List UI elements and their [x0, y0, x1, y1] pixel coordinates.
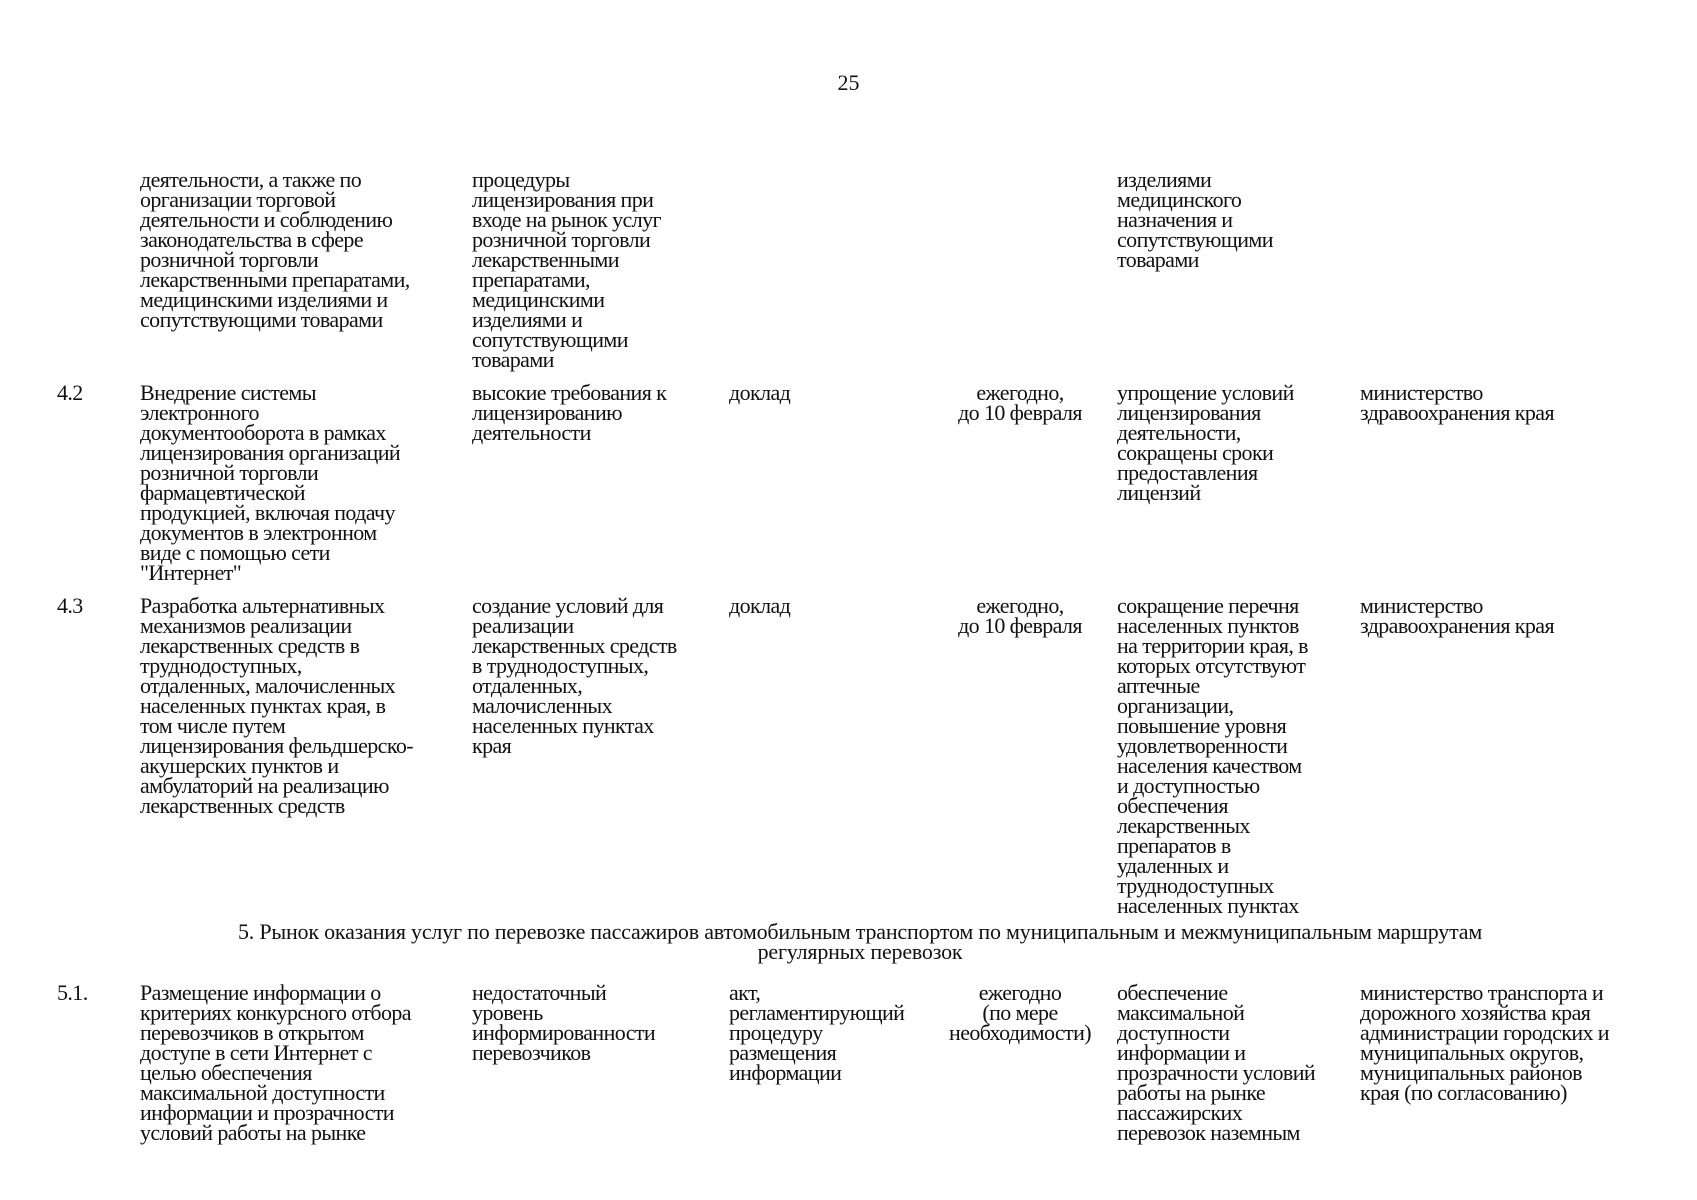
row-result: упрощение условий лицензирования деятельности, сокращены сроки предоставления лицензий — [1117, 380, 1294, 505]
row-problem: недостаточный уровень информированности перевозчиков — [472, 980, 656, 1065]
row-number: 5.1. — [57, 980, 88, 1005]
row-number: 4.3 — [57, 593, 83, 618]
row-number: 4.2 — [57, 380, 83, 405]
row-event: Внедрение системы электронного документооборота в рамках лицензирования организаций розничной торговли фармацевтической продукцией, включая подачу документов в электронном виде с помощью сети "Интернет" — [140, 380, 401, 585]
section-heading: 5. Рынок оказания услуг по перевозке пассажиров автомобильным транспортом по муниципальным и межмуниципальным маршрутам регулярных перевозок — [237, 919, 1483, 964]
continued-event-text: деятельности, а также по организации торговой деятельности и соблюдению законодательства в сфере розничной торговли лекарственными препаратами, медицинскими изделиями и сопутствующими товарами — [140, 167, 410, 332]
row-problem: высокие требования к лицензированию деятельности — [472, 380, 667, 445]
row-event: Разработка альтернативных механизмов реализации лекарственных средств в труднодоступных, отдаленных, малочисленных населенных пунктах края, в том числе путем лицензирования фельдшерско- акушерских пунктов и амбулаторий на реализацию лекарственных средств — [140, 593, 413, 818]
continued-result-text: изделиями медицинского назначения и сопутствующими товарами — [1117, 167, 1273, 272]
row-result: обеспечение максимальной доступности информации и прозрачности условий работы на рынке пассажирских перевозок наземным — [1117, 980, 1316, 1145]
row-term: ежегодно, до 10 февраля — [958, 593, 1082, 638]
row-term: ежегодно, до 10 февраля — [958, 380, 1082, 425]
row-document: доклад — [729, 380, 791, 405]
row-responsible: министерство здравоохранения края — [1360, 380, 1554, 425]
row-term: ежегодно (по мере необходимости) — [949, 980, 1091, 1045]
row-problem: создание условий для реализации лекарственных средств в труднодоступных, отдаленных, малочисленных населенных пунктах края — [472, 593, 677, 758]
continued-problem-text: процедуры лицензирования при входе на рынок услуг розничной торговли лекарственными препаратами, медицинскими изделиями и сопутствующими товарами — [472, 167, 661, 372]
row-responsible: министерство транспорта и дорожного хозяйства края администрации городских и муниципальных округов, муниципальных районов края (по согласованию) — [1360, 980, 1609, 1105]
page-number: 25 — [837, 70, 860, 95]
row-responsible: министерство здравоохранения края — [1360, 593, 1554, 638]
row-event: Размещение информации о критериях конкурсного отбора перевозчиков в открытом доступе в сети Интернет с целью обеспечения максимальной доступности информации и прозрачности условий работы на рынке — [140, 980, 411, 1145]
row-document: акт, регламентирующий процедуру размещения информации — [729, 980, 905, 1085]
row-document: доклад — [729, 593, 791, 618]
row-result: сокращение перечня населенных пунктов на территории края, в которых отсутствуют аптечные организации, повышение уровня удовлетворенности населения качеством и доступностью обеспечения лекарственных препаратов в удаленных и труднодоступных населенных пунктах — [1117, 593, 1308, 918]
